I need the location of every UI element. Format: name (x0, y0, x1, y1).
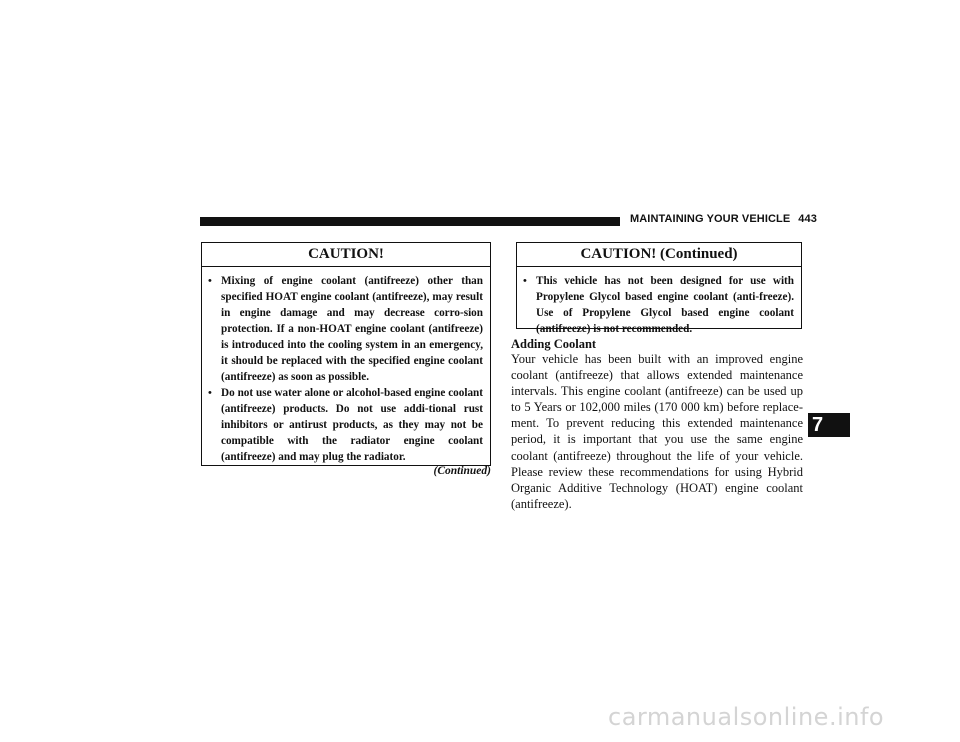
watermark: carmanualsonline.info (608, 703, 885, 731)
caution-bullet-text: Do not use water alone or alcohol-based engine coolant (antifreeze) products. Do not use addi-tional rust inhibitors or antirust products, as they may not be compatible with the radiator engine coolant (antifreeze) and may plug the radiator. (221, 387, 483, 463)
body-paragraph: Your vehicle has been built with an improved engine coolant (antifreeze) that allows extended maintenance intervals. This engine coolant (antifreeze) can be used up to 5 Years or 102,000 miles (170 000 km) before replace-ment. To prevent reducing this extended maintenance period, it is important that you use the same engine coolant (antifreeze) throughout the life of your vehicle. Please review these recommendations for using Hybrid Organic Additive Technology (HOAT) engine coolant (antifreeze). (511, 352, 803, 511)
continued-label: (Continued) (433, 465, 491, 477)
caution-title: CAUTION! (202, 243, 490, 267)
caution-box-left (201, 242, 491, 466)
bullet-icon: • (523, 275, 527, 287)
caution-bullet-list (517, 267, 801, 337)
chapter-tab: 7 (808, 413, 850, 437)
caution-bullet (523, 273, 794, 337)
caution-box-right (516, 242, 802, 335)
caution-bullet-list (202, 267, 490, 465)
page-number: 443 (798, 213, 817, 225)
bullet-icon: • (208, 387, 212, 399)
caution-bullet (208, 273, 483, 385)
section-title: MAINTAINING YOUR VEHICLE (630, 213, 791, 225)
header-rule (200, 217, 620, 226)
bullet-icon: • (208, 275, 212, 287)
caution-title-continued: CAUTION! (Continued) (517, 243, 801, 267)
running-header (630, 213, 817, 225)
caution-bullet-text: This vehicle has not been designed for use with Propylene Glycol based engine coolant (anti-freeze). Use of Propylene Glycol based engine coolant (antifreeze) is not recommended. (536, 275, 794, 335)
section-heading: Adding Coolant (511, 337, 597, 351)
caution-bullet (208, 385, 483, 465)
caution-bullet-text: Mixing of engine coolant (antifreeze) other than specified HOAT engine coolant (antifreeze), may result in engine damage and may decrease corro-sion protection. If a non-HOAT engine coolant (antifreeze) is introduced into the cooling system in an emergency, it should be replaced with the specified engine coolant (antifreeze) as soon as possible. (221, 275, 483, 383)
